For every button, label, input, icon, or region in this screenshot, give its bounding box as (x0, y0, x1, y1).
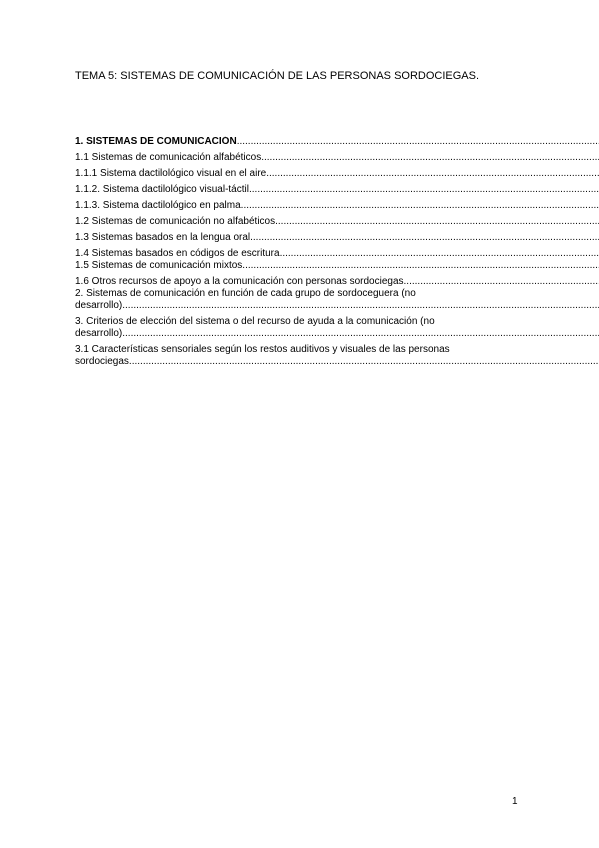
toc-entry-label: 1.2 Sistemas de comunicación no alfabéticos ..... (75, 216, 599, 227)
toc-entry[interactable] (75, 260, 599, 272)
toc-entry[interactable] (75, 288, 599, 312)
page-number: 1 (512, 796, 518, 807)
toc-entry-label: 3.1 Características sensoriales según los restos auditivos y visuales de las personas (75, 344, 450, 355)
toc-entry-label: 3. Criterios de elección del sistema o del recurso de ayuda a la comunicación (no (75, 316, 435, 327)
toc-entry-label: 1.1 Sistemas de comunicación alfabéticos ..... (75, 152, 599, 163)
toc-entry-label: 1.1.1 Sistema dactilológico visual en el aire. ..... (75, 168, 599, 179)
toc-entry-label: 1.3 Sistemas basados en la lengua oral ..... (75, 232, 599, 243)
toc-entry[interactable] (75, 136, 599, 148)
toc-entry[interactable] (75, 152, 599, 164)
toc-entry[interactable] (75, 200, 599, 212)
toc-entry[interactable] (75, 184, 599, 196)
toc-entry-label: 1.6 Otros recursos de apoyo a la comunicación con personas sordociegas. ..... (75, 276, 599, 287)
toc-entry[interactable] (75, 168, 599, 180)
toc-entry[interactable] (75, 276, 599, 288)
toc-entry-label: 1. SISTEMAS DE COMUNICACIÓN ..... (75, 136, 599, 147)
toc-entry-continuation: desarrollo) ..... (75, 328, 599, 340)
toc-entry-label: 1.1.3. Sistema dactilológico en palma. ..... (75, 200, 599, 211)
toc-entry[interactable] (75, 216, 599, 228)
table-of-contents (75, 136, 599, 368)
document-title: TEMA 5: SISTEMAS DE COMUNICACIÓN DE LAS PERSONAS SORDOCIEGAS. (75, 70, 480, 82)
toc-entry-continuation: sordociegas ..... (75, 356, 599, 368)
toc-entry-label: 1.1.2. Sistema dactilológico visual-táctil ..... (75, 184, 599, 195)
toc-entry[interactable] (75, 248, 599, 260)
toc-entry-label: 2. Sistemas de comunicación en función de cada grupo de sordoceguera (no (75, 288, 416, 299)
toc-entry-label: 1.4 Sistemas basados en códigos de escritura ..... (75, 248, 599, 259)
toc-entry-continuation: desarrollo) ..... (75, 300, 599, 312)
toc-entry[interactable] (75, 316, 599, 340)
toc-entry[interactable] (75, 232, 599, 244)
toc-entry-label: 1.5 Sistemas de comunicación mixtos ..... (75, 260, 599, 271)
toc-entry[interactable] (75, 344, 599, 368)
